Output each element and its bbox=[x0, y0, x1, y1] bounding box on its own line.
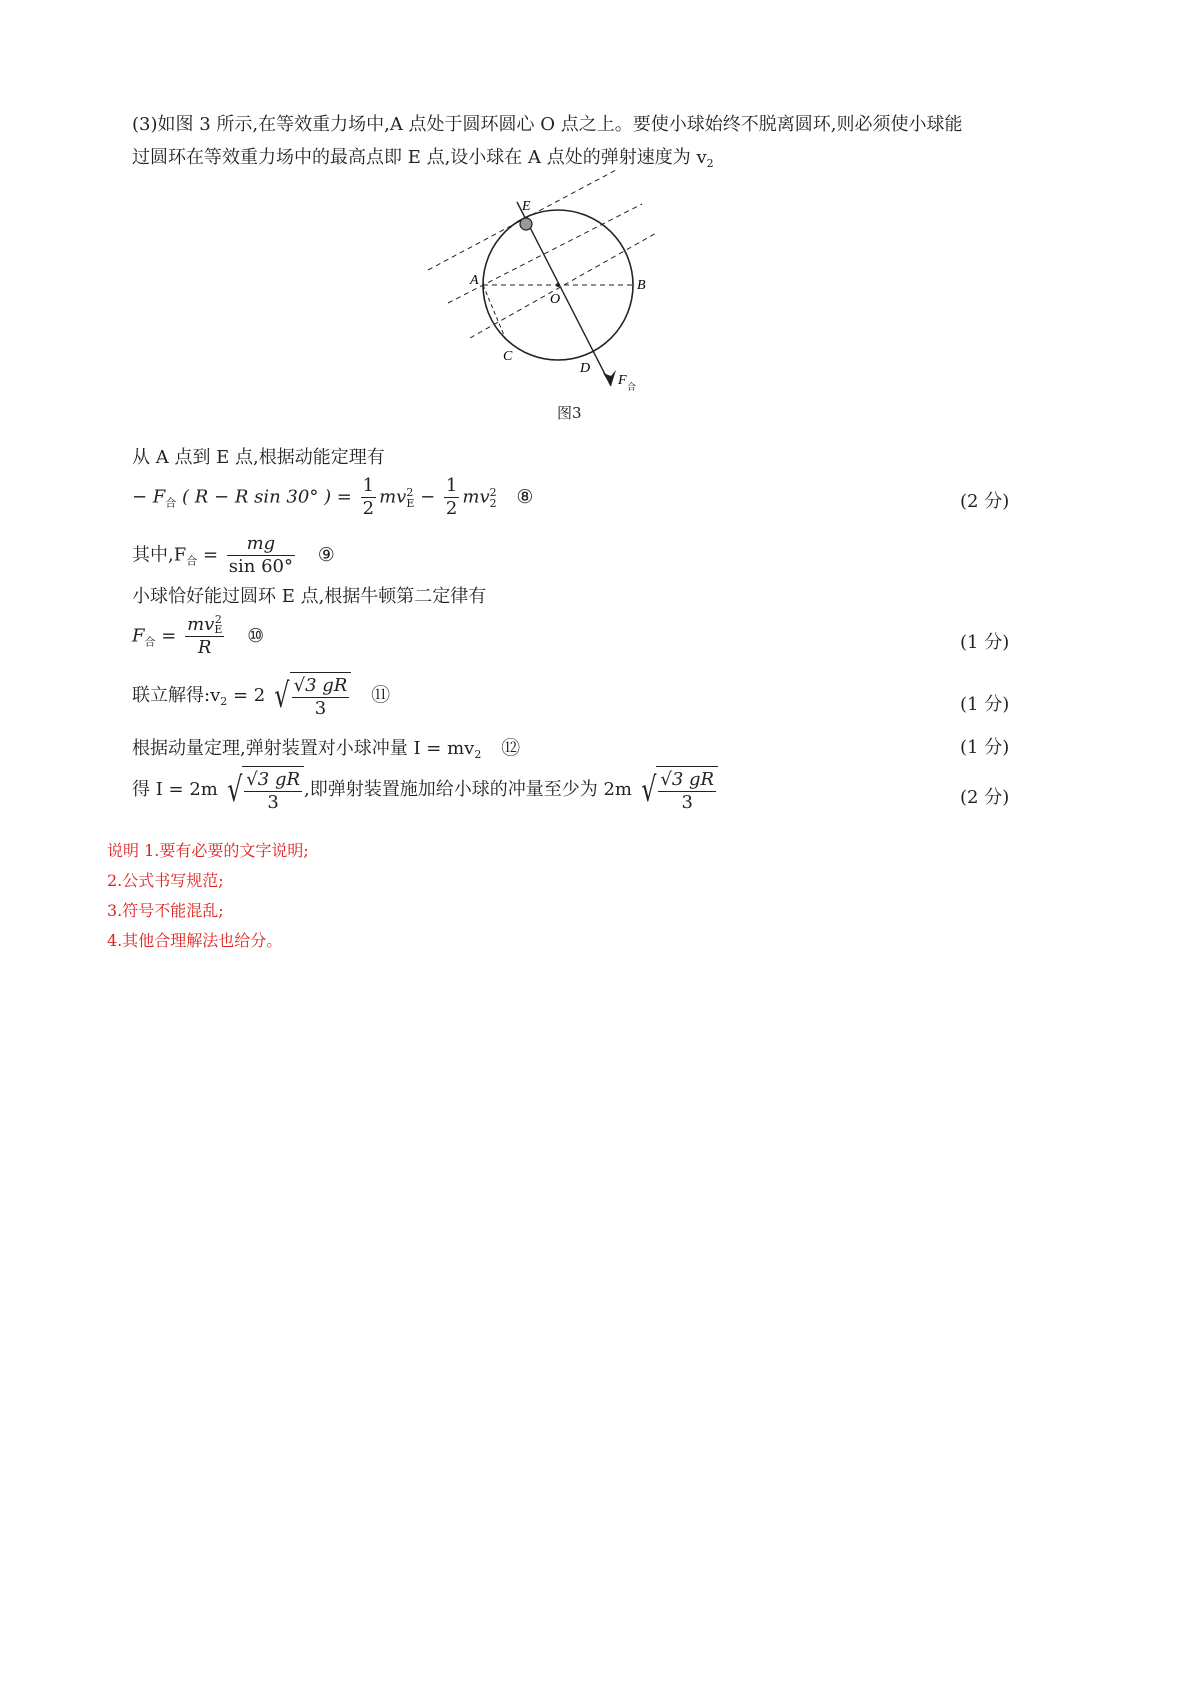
eq11-sqrt: √ $\frac{√3 gR}{3}$ bbox=[271, 672, 351, 720]
eq13-sqrt-1: √ $\frac{√3 gR}{3}$ bbox=[224, 766, 304, 814]
step-2-text: 小球恰好能过圆环 E 点,根据牛顿第二定律有 bbox=[132, 586, 487, 607]
note-2: 2.公式书写规范; bbox=[107, 871, 224, 890]
intro-line-1 bbox=[132, 110, 962, 136]
eq13-prefix: 得 I = 2m bbox=[132, 779, 218, 800]
eq9-equals: = bbox=[202, 544, 219, 566]
figure-3-diagram bbox=[420, 168, 720, 398]
equation-13 bbox=[132, 766, 718, 814]
eq9-frac: $\frac{mg}{\sin 60^\circ}$ bbox=[228, 533, 293, 577]
equation-11 bbox=[132, 672, 390, 720]
eq10-equals: = bbox=[161, 625, 177, 647]
intro-line-2-text: 过圆环在等效重力场中的最高点即 E 点,设小球在 A 点处的弹射速度为 v bbox=[132, 147, 707, 168]
equation-12 bbox=[132, 733, 520, 761]
eq8-term-1: mv bbox=[379, 486, 407, 508]
eq9-sub: 合 bbox=[186, 554, 198, 568]
eq11-score: (1 分) bbox=[960, 694, 1010, 715]
eq8-lhs-sub: 合 bbox=[165, 496, 177, 510]
label-E: E bbox=[522, 199, 531, 214]
eq11-prefix: 联立解得:v bbox=[132, 685, 221, 706]
eq12-sub: 2 bbox=[474, 748, 482, 761]
eq13-score: (2 分) bbox=[960, 787, 1010, 808]
eq9-marker: ⑨ bbox=[317, 543, 335, 566]
note-1: 说明 1.要有必要的文字说明; bbox=[107, 841, 309, 860]
eq12-marker: ⑫ bbox=[501, 737, 521, 759]
equation-10 bbox=[132, 614, 264, 659]
eq12-text: 根据动量定理,弹射装置对小球冲量 I = mv bbox=[132, 738, 475, 759]
step-1-text: 从 A 点到 E 点,根据动能定理有 bbox=[132, 447, 385, 468]
note-4: 4.其他合理解法也给分。 bbox=[107, 931, 283, 950]
field-line-2 bbox=[448, 204, 642, 303]
eq8-lhs-rest: ( R − R sin 30° ) = bbox=[182, 486, 352, 508]
eq10-lhs: F bbox=[132, 625, 145, 647]
eq8-lhs-force: − F bbox=[132, 486, 166, 508]
note-3: 3.符号不能混乱; bbox=[107, 901, 224, 920]
eq8-minus: − bbox=[420, 486, 436, 508]
label-O: O bbox=[550, 292, 561, 307]
center-point bbox=[556, 283, 560, 287]
eq8-frac-2: $\frac{1}{2}$ bbox=[445, 475, 458, 519]
eq9-prefix: 其中,F bbox=[132, 544, 187, 566]
eq10-score: (1 分) bbox=[960, 632, 1010, 653]
eq8-frac-1: $\frac{1}{2}$ bbox=[362, 475, 375, 519]
label-B: B bbox=[637, 278, 646, 293]
equation-8: − $F_合$ ( R − R sin 30° ) = $\frac{1}{2}$ mv 2 E − $\frac{1}{2}$ mv 2 2 ⑧ bbox=[132, 475, 534, 519]
label-F: F bbox=[618, 373, 627, 388]
eq8-score: (2 分) bbox=[960, 491, 1010, 512]
eq11-prefix-sub: 2 bbox=[220, 695, 228, 708]
eq8-marker: ⑧ bbox=[516, 485, 534, 508]
intro-line-2 bbox=[132, 143, 714, 170]
intro-line-1-text: (3)如图 3 所示,在等效重力场中,A 点处于圆环圆心 O 点之上。要使小球始终不脱离圆环,则必须使小球能 bbox=[132, 114, 963, 135]
equation-9 bbox=[132, 533, 335, 578]
intro-v-subscript: 2 bbox=[706, 157, 714, 170]
chord-AC bbox=[483, 285, 506, 340]
eq12-score: (1 分) bbox=[960, 737, 1010, 758]
label-C: C bbox=[503, 349, 513, 364]
eq10-frac: mv 2 E R bbox=[187, 613, 223, 658]
label-D: D bbox=[580, 361, 591, 376]
eq10-marker: ⑩ bbox=[247, 624, 265, 647]
eq8-term-2: mv bbox=[462, 486, 490, 508]
force-line bbox=[517, 202, 611, 386]
figure-caption: 图3 bbox=[557, 404, 582, 422]
eq11-marker: ⑪ bbox=[371, 684, 391, 706]
eq13-sqrt-2: √ $\frac{√3 gR}{3}$ bbox=[638, 766, 718, 814]
eq13-middle: ,即弹射装置施加给小球的冲量至少为 2m bbox=[304, 779, 632, 800]
label-F-subscript: 合 bbox=[627, 383, 637, 393]
eq11-equals: = 2 bbox=[232, 685, 266, 706]
ball bbox=[520, 218, 532, 230]
label-A: A bbox=[470, 273, 479, 288]
eq10-lhs-sub: 合 bbox=[144, 635, 156, 649]
